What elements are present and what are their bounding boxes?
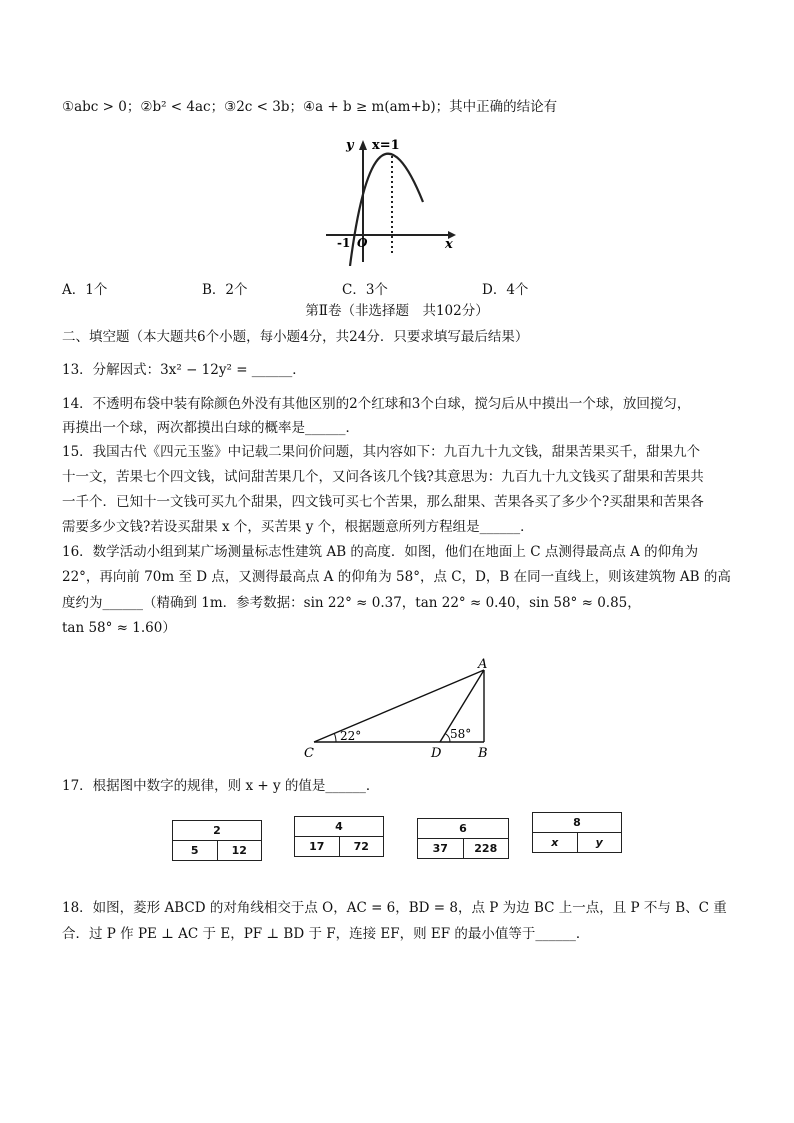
q16-label-a: A: [478, 657, 488, 672]
q16-line-2: 22°，再向前 70m 至 D 点，又测得最高点 A 的仰角为 58°，点 C，D，B 在同一直线上，则该建筑物 AB 的高: [62, 569, 731, 585]
q12-axis-line-label: x=1: [372, 138, 400, 153]
q17-number-boxes: [0, 808, 794, 868]
q16-label-d: D: [431, 746, 442, 761]
q17-box-top: 4: [295, 817, 383, 837]
q15-line-1: 15．我国古代《四元玉鉴》中记载二果问价问题，其内容如下：九百九十九文钱，甜果苦果买千，甜果九个: [62, 444, 701, 460]
q17-box-right: y: [577, 833, 622, 852]
q12-option-a: A．1个: [62, 282, 108, 298]
q17-box-left: 17: [309, 840, 325, 853]
q12-x-label: x: [445, 237, 453, 252]
q12-option-c: C．3个: [342, 282, 388, 298]
q14-line-2: 再摸出一个球，两次都摸出白球的概率是______．: [62, 420, 359, 436]
q16-label-b: B: [478, 746, 488, 761]
q17-box: [172, 820, 262, 861]
q17-box-right: 228: [463, 839, 509, 858]
q17-box: [294, 816, 384, 857]
q17-box: [417, 818, 509, 859]
q12-origin-label: O: [357, 236, 368, 250]
q16-triangle-figure: [300, 652, 500, 764]
q16-angle-c: 22°: [340, 729, 362, 743]
q16-line-4: tan 58° ≈ 1.60）: [62, 620, 176, 636]
q17-box-left: x: [551, 836, 559, 849]
q18-line-2: 合．过 P 作 PE ⊥ AC 于 E，PF ⊥ BD 于 F，连接 EF，则 EF 的最小值等于______．: [62, 926, 590, 942]
q16-line-1: 16．数学活动小组到某广场测量标志性建筑 AB 的高度．如图，他们在地面上 C 点测得最高点 A 的仰角为: [62, 544, 699, 560]
q17-box-left: 5: [190, 844, 199, 857]
q18-line-1: 18．如图，菱形 ABCD 的对角线相交于点 O，AC = 6，BD = 8，点 P 为边 BC 上一点，且 P 不与 B、C 重: [62, 900, 727, 916]
q17-box-left: 37: [432, 842, 448, 855]
q17-box-top: 6: [418, 819, 508, 839]
q12-option-b: B．2个: [202, 282, 248, 298]
q17-box-top: 8: [533, 813, 621, 833]
q17-box-top: 2: [173, 821, 261, 841]
q12-conclusions: ①abc > 0；②b² < 4ac；③2c < 3b；④a + b ≥ m(am+b)；其中正确的结论有: [62, 99, 558, 115]
q14-line-1: 14．不透明布袋中装有除颜色外没有其他区别的2个红球和3个白球，搅匀后从中摸出一个球，放回搅匀，: [62, 396, 691, 412]
q17-text: 17．根据图中数字的规律，则 x + y 的值是______．: [62, 778, 380, 794]
q13-text: 13．分解因式：3x² − 12y² = ______．: [62, 362, 306, 378]
q16-angle-d: 58°: [450, 727, 472, 741]
q12-neg-one-label: -1: [337, 236, 351, 250]
q12-y-label: y: [346, 138, 354, 153]
volume-title: 第Ⅱ卷（非选择题 共102分）: [305, 303, 489, 319]
q12-parabola-graph: [320, 134, 460, 266]
q15-line-2: 十一文，苦果七个四文钱，试问甜苦果几个，又问各该几个钱?其意思为：九百九十九文钱买了甜果和苦果共: [62, 469, 704, 485]
q16-line-3: 度约为______（精确到 1m．参考数据：sin 22° ≈ 0.37，tan 22° ≈ 0.40，sin 58° ≈ 0.85，: [62, 595, 641, 611]
q15-line-3: 一千个．已知十一文钱可买九个甜果，四文钱可买七个苦果，那么甜果、苦果各买了多少个?买甜果和苦果各: [62, 494, 704, 510]
q17-box: [532, 812, 622, 853]
q17-box-right: 12: [217, 841, 262, 860]
q15-line-4: 需要多少文钱?若设买甜果 x 个，买苦果 y 个，根据题意所列方程组是______．: [62, 519, 534, 535]
q17-box-right: 72: [339, 837, 384, 856]
q16-label-c: C: [304, 746, 314, 761]
section-heading: 二、填空题（本大题共6个小题，每小题4分，共24分．只要求填写最后结果）: [62, 329, 529, 345]
q12-option-d: D．4个: [482, 282, 529, 298]
